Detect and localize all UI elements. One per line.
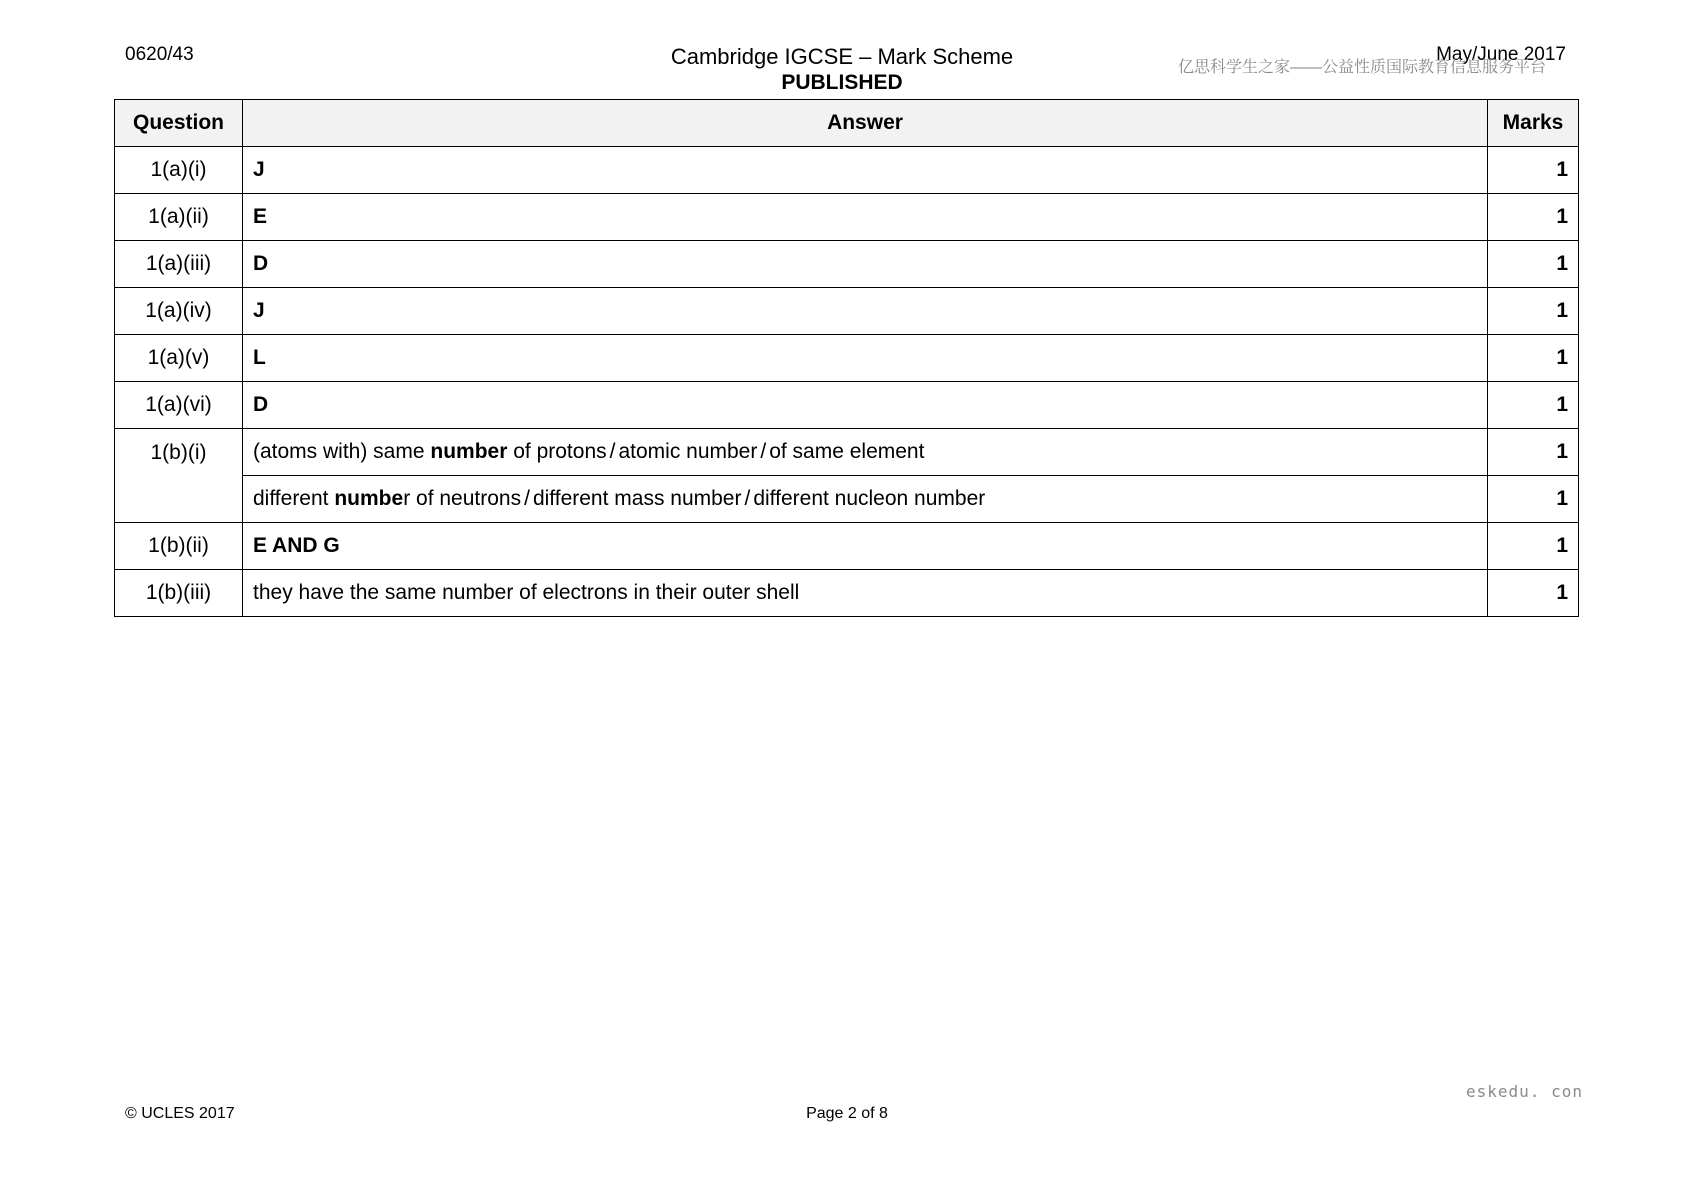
marks-cell: 1 bbox=[1488, 523, 1579, 570]
table-row bbox=[115, 523, 1579, 570]
table-row bbox=[115, 194, 1579, 241]
paper-code: 0620/43 bbox=[125, 44, 194, 65]
marks-cell: 1 bbox=[1488, 241, 1579, 288]
marks-cell: 1 bbox=[1488, 429, 1579, 476]
answer-header: Answer bbox=[243, 100, 1488, 147]
answer-cell: J bbox=[243, 288, 1488, 335]
answer-text: of protons bbox=[507, 440, 607, 463]
table-row bbox=[115, 288, 1579, 335]
mark-scheme-table bbox=[114, 99, 1579, 617]
question-cell: 1(a)(ii) bbox=[115, 194, 243, 241]
marks-cell: 1 bbox=[1488, 476, 1579, 523]
question-cell: 1(b)(iii) bbox=[115, 570, 243, 617]
table-row bbox=[115, 382, 1579, 429]
marks-header: Marks bbox=[1488, 100, 1579, 147]
answer-cell: E bbox=[243, 194, 1488, 241]
footer-watermark: eskedu. con bbox=[1466, 1082, 1583, 1101]
question-cell: 1(b)(ii) bbox=[115, 523, 243, 570]
answer-cell: L bbox=[243, 335, 1488, 382]
marks-cell: 1 bbox=[1488, 382, 1579, 429]
marks-cell: 1 bbox=[1488, 288, 1579, 335]
table-row bbox=[115, 147, 1579, 194]
copyright: © UCLES 2017 bbox=[125, 1105, 235, 1122]
document-subtitle: PUBLISHED bbox=[781, 71, 903, 94]
table-row bbox=[115, 335, 1579, 382]
answer-cell: they have the same number of electrons in their outer shell bbox=[243, 570, 1488, 617]
marks-cell: 1 bbox=[1488, 194, 1579, 241]
table-row bbox=[115, 476, 1579, 523]
document-title: Cambridge IGCSE – Mark Scheme bbox=[670, 44, 1014, 69]
separator: / bbox=[760, 440, 767, 463]
answer-text: r of neutrons bbox=[403, 487, 522, 510]
marks-cell: 1 bbox=[1488, 147, 1579, 194]
marks-cell: 1 bbox=[1488, 570, 1579, 617]
answer-keyword: number bbox=[430, 440, 508, 463]
answer-alternative: atomic number bbox=[618, 440, 758, 463]
answer-alternative: of same element bbox=[769, 440, 925, 463]
question-cell: 1(a)(v) bbox=[115, 335, 243, 382]
table-header-row bbox=[115, 100, 1579, 147]
answer-alternative: different mass number bbox=[532, 487, 742, 510]
separator: / bbox=[609, 440, 616, 463]
exam-session: May/June 2017 bbox=[1436, 44, 1566, 65]
answer-cell bbox=[243, 429, 1488, 476]
separator: / bbox=[524, 487, 530, 510]
answer-cell: E AND G bbox=[243, 523, 1488, 570]
table-row bbox=[115, 570, 1579, 617]
answer-cell: J bbox=[243, 147, 1488, 194]
answer-cell bbox=[243, 476, 1488, 523]
question-cell: 1(a)(i) bbox=[115, 147, 243, 194]
answer-keyword: numbe bbox=[334, 487, 404, 510]
page-number: Page 2 of 8 bbox=[806, 1105, 888, 1122]
question-cell: 1(a)(iii) bbox=[115, 241, 243, 288]
answer-alternative: different nucleon number bbox=[753, 487, 986, 510]
marks-cell: 1 bbox=[1488, 335, 1579, 382]
question-header: Question bbox=[115, 100, 243, 147]
separator: / bbox=[744, 487, 751, 510]
question-cell: 1(a)(vi) bbox=[115, 382, 243, 429]
header-watermark: 亿思科学生之家——公益性质国际教育信息服务平台 bbox=[1178, 59, 1547, 76]
table-row bbox=[115, 241, 1579, 288]
answer-text: (atoms with) same bbox=[253, 440, 431, 463]
answer-cell: D bbox=[243, 241, 1488, 288]
question-cell: 1(a)(iv) bbox=[115, 288, 243, 335]
table-row bbox=[115, 429, 1579, 476]
question-cell: 1(b)(i) bbox=[115, 429, 243, 523]
answer-cell: D bbox=[243, 382, 1488, 429]
answer-text: different bbox=[253, 487, 335, 510]
